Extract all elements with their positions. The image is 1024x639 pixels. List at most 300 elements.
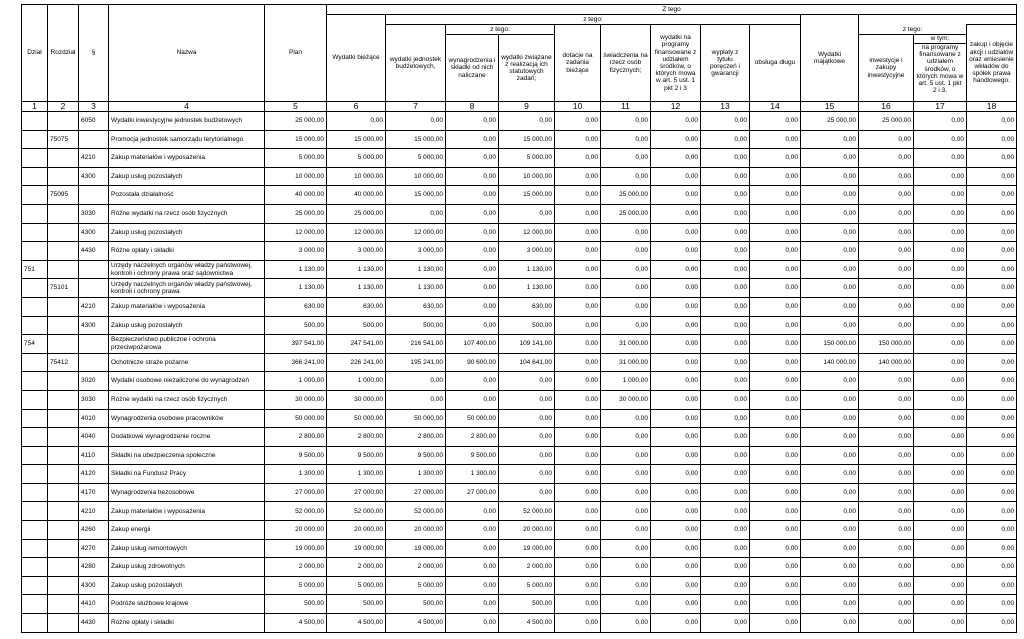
cell-value: 0,00: [386, 204, 446, 223]
cell-value: 1 130,00: [327, 260, 386, 279]
cell-value: 0,00: [651, 149, 701, 168]
table-row: [22, 614, 1017, 633]
cell-value: 1 130,00: [386, 260, 446, 279]
cell-dzial: [22, 242, 48, 261]
cell-value: 0,00: [446, 576, 499, 595]
cell-value: 0,00: [446, 279, 499, 298]
cell-value: 0,00: [701, 353, 750, 372]
cell-value: 0,00: [555, 186, 601, 205]
cell-value: 1 300,00: [265, 465, 327, 484]
cell-dzial: [22, 372, 48, 391]
cell-value: 5 000,00: [386, 149, 446, 168]
table-row: [22, 130, 1017, 149]
cell-nazwa: Zakup usług pozostałych: [109, 167, 265, 186]
cell-value: 0,00: [499, 112, 555, 131]
cell-value: 0,00: [914, 297, 967, 316]
table-row: [22, 465, 1017, 484]
cell-value: 0,00: [446, 242, 499, 261]
cell-value: 0,00: [801, 576, 859, 595]
cell-rozdzial: 75101: [48, 279, 79, 298]
cell-value: 0,00: [967, 483, 1017, 502]
cell-value: 0,00: [446, 167, 499, 186]
table-row: [22, 428, 1017, 447]
cell-value: 1 000,00: [327, 372, 386, 391]
cell-value: 15 000,00: [499, 130, 555, 149]
cell-value: 0,00: [446, 112, 499, 131]
cell-value: 0,00: [555, 502, 601, 521]
cell-value: 0,00: [446, 204, 499, 223]
cell-value: 0,00: [750, 595, 801, 614]
cell-value: 0,00: [446, 502, 499, 521]
cell-value: 0,00: [601, 576, 651, 595]
cell-value: 0,00: [386, 372, 446, 391]
cell-value: 0,00: [914, 539, 967, 558]
cell-value: 0,00: [446, 595, 499, 614]
header-wydatki-majatkowe: Wydatki majątkowe: [801, 15, 859, 102]
cell-value: 1 130,00: [265, 260, 327, 279]
cell-value: 0,00: [555, 409, 601, 428]
cell-value: 0,00: [601, 428, 651, 447]
table-row: [22, 539, 1017, 558]
cell-value: 0,00: [859, 614, 914, 633]
cell-value: 0,00: [801, 502, 859, 521]
cell-value: 0,00: [859, 186, 914, 205]
cell-value: 0,00: [967, 539, 1017, 558]
cell-value: 27 000,00: [327, 483, 386, 502]
table-row: [22, 521, 1017, 540]
cell-value: 0,00: [701, 614, 750, 633]
cell-value: 0,00: [601, 112, 651, 131]
cell-value: 1 130,00: [327, 279, 386, 298]
cell-value: 5 000,00: [386, 576, 446, 595]
cell-paragraf: 4300: [79, 223, 109, 242]
cell-value: 0,00: [555, 483, 601, 502]
cell-value: 1 000,00: [265, 372, 327, 391]
cell-value: 0,00: [967, 614, 1017, 633]
cell-value: 0,00: [555, 614, 601, 633]
cell-value: 0,00: [859, 297, 914, 316]
cell-value: 0,00: [701, 279, 750, 298]
cell-nazwa: Urzędy naczelnych organów władzy państwowej, kontroli i ochrony prawa oraz sądownictwa: [109, 260, 265, 279]
cell-value: 0,00: [914, 483, 967, 502]
cell-nazwa: Wynagrodzenia osobowe pracowników: [109, 409, 265, 428]
cell-value: 52 000,00: [386, 502, 446, 521]
cell-value: 0,00: [386, 390, 446, 409]
cell-nazwa: Składki na Fundusz Pracy: [109, 465, 265, 484]
cell-nazwa: Zakup usług zdrowotnych: [109, 558, 265, 577]
cell-paragraf: 3030: [79, 390, 109, 409]
column-number: 9: [499, 102, 555, 112]
cell-value: 40 000,00: [327, 186, 386, 205]
cell-value: 12 000,00: [327, 223, 386, 242]
cell-value: 0,00: [601, 558, 651, 577]
cell-value: 0,00: [701, 521, 750, 540]
cell-value: 3 000,00: [499, 242, 555, 261]
cell-value: 0,00: [601, 539, 651, 558]
cell-value: 0,00: [859, 409, 914, 428]
cell-value: 0,00: [386, 112, 446, 131]
cell-rozdzial: [48, 316, 79, 335]
cell-nazwa: Różne wydatki na rzecz osób fizycznych: [109, 204, 265, 223]
cell-paragraf: 3020: [79, 372, 109, 391]
header-obsluga: obsługa długu: [750, 25, 801, 102]
cell-value: 0,00: [967, 372, 1017, 391]
cell-value: 630,00: [265, 297, 327, 316]
cell-value: 0,00: [701, 595, 750, 614]
cell-value: 0,00: [967, 223, 1017, 242]
column-number: 7: [386, 102, 446, 112]
cell-nazwa: Pozostała działalność: [109, 186, 265, 205]
cell-value: 0,00: [651, 297, 701, 316]
cell-value: 19 000,00: [327, 539, 386, 558]
cell-value: 0,00: [651, 335, 701, 354]
cell-value: 0,00: [651, 204, 701, 223]
column-number: 3: [79, 102, 109, 112]
cell-value: 0,00: [555, 130, 601, 149]
cell-paragraf: 4430: [79, 614, 109, 633]
cell-value: 0,00: [499, 483, 555, 502]
cell-value: 0,00: [499, 204, 555, 223]
cell-value: 0,00: [801, 242, 859, 261]
cell-value: 0,00: [446, 558, 499, 577]
cell-value: 0,00: [446, 539, 499, 558]
cell-value: 0,00: [750, 186, 801, 205]
cell-value: 0,00: [601, 409, 651, 428]
cell-rozdzial: [48, 483, 79, 502]
cell-nazwa: Dodatkowe wynagrodzenie roczne: [109, 428, 265, 447]
cell-value: 0,00: [914, 149, 967, 168]
table-row: [22, 167, 1017, 186]
cell-value: 0,00: [859, 223, 914, 242]
cell-value: 1 130,00: [265, 279, 327, 298]
cell-paragraf: 4210: [79, 297, 109, 316]
cell-value: 0,00: [859, 372, 914, 391]
cell-value: 0,00: [801, 130, 859, 149]
cell-paragraf: 4280: [79, 558, 109, 577]
cell-value: 0,00: [651, 316, 701, 335]
cell-dzial: [22, 446, 48, 465]
cell-nazwa: Zakup materiałów i wyposażenia: [109, 502, 265, 521]
cell-value: 0,00: [701, 428, 750, 447]
cell-value: 12 000,00: [265, 223, 327, 242]
table-row: [22, 335, 1017, 354]
cell-value: 0,00: [701, 576, 750, 595]
cell-value: 0,00: [750, 167, 801, 186]
column-number: 11: [601, 102, 651, 112]
table-row: [22, 316, 1017, 335]
cell-value: 0,00: [750, 465, 801, 484]
cell-value: 0,00: [914, 130, 967, 149]
cell-rozdzial: 75095: [48, 186, 79, 205]
cell-value: 0,00: [651, 539, 701, 558]
budget-table-container: [21, 4, 1016, 633]
header-nazwa: Nazwa: [109, 5, 265, 102]
cell-dzial: [22, 130, 48, 149]
cell-value: 0,00: [446, 316, 499, 335]
cell-value: 0,00: [651, 260, 701, 279]
cell-value: 4 500,00: [265, 614, 327, 633]
cell-value: 500,00: [327, 316, 386, 335]
cell-value: 0,00: [701, 372, 750, 391]
cell-value: 0,00: [651, 223, 701, 242]
cell-rozdzial: [48, 242, 79, 261]
cell-value: 27 000,00: [386, 483, 446, 502]
cell-value: 27 000,00: [265, 483, 327, 502]
cell-value: 15 000,00: [386, 186, 446, 205]
cell-dzial: 751: [22, 260, 48, 279]
cell-value: 0,00: [651, 502, 701, 521]
cell-value: 0,00: [701, 483, 750, 502]
cell-value: 500,00: [499, 595, 555, 614]
cell-value: 0,00: [601, 595, 651, 614]
cell-value: 10 000,00: [386, 167, 446, 186]
cell-value: 0,00: [651, 112, 701, 131]
cell-dzial: [22, 112, 48, 131]
cell-value: 0,00: [499, 446, 555, 465]
cell-value: 104 641,00: [499, 353, 555, 372]
cell-value: 1 130,00: [386, 279, 446, 298]
cell-value: 0,00: [651, 558, 701, 577]
cell-value: 0,00: [801, 428, 859, 447]
cell-nazwa: Ochotnicze straże pożarne: [109, 353, 265, 372]
cell-value: 109 141,00: [499, 335, 555, 354]
cell-value: 0,00: [967, 428, 1017, 447]
table-row: [22, 483, 1017, 502]
cell-value: 0,00: [701, 223, 750, 242]
cell-value: 0,00: [914, 279, 967, 298]
cell-value: 25 000,00: [601, 186, 651, 205]
cell-value: 0,00: [750, 390, 801, 409]
cell-value: 0,00: [601, 614, 651, 633]
cell-value: 0,00: [914, 446, 967, 465]
cell-nazwa: Podróże służbowe krajowe: [109, 595, 265, 614]
cell-nazwa: Różne opłaty i składki: [109, 614, 265, 633]
cell-dzial: [22, 297, 48, 316]
cell-value: 2 800,00: [265, 428, 327, 447]
cell-value: 0,00: [601, 149, 651, 168]
cell-value: 0,00: [967, 576, 1017, 595]
cell-value: 20 000,00: [327, 521, 386, 540]
cell-nazwa: Zakup usług pozostałych: [109, 223, 265, 242]
cell-value: 40 000,00: [265, 186, 327, 205]
cell-paragraf: [79, 279, 109, 298]
cell-value: 0,00: [859, 149, 914, 168]
cell-value: 0,00: [651, 409, 701, 428]
cell-value: 0,00: [914, 372, 967, 391]
cell-value: 0,00: [701, 335, 750, 354]
cell-value: 9 500,00: [446, 446, 499, 465]
cell-value: 0,00: [859, 595, 914, 614]
cell-value: 0,00: [750, 112, 801, 131]
cell-value: 52 000,00: [265, 502, 327, 521]
table-row: [22, 186, 1017, 205]
cell-dzial: [22, 316, 48, 335]
cell-value: 0,00: [446, 614, 499, 633]
cell-paragraf: [79, 335, 109, 354]
cell-paragraf: 4300: [79, 167, 109, 186]
cell-dzial: [22, 353, 48, 372]
cell-value: 0,00: [801, 521, 859, 540]
cell-value: 12 000,00: [386, 223, 446, 242]
header-wyplaty: wypłaty z tytułu poręczeń i gwarancji: [701, 25, 750, 102]
cell-value: 0,00: [967, 242, 1017, 261]
cell-value: 0,00: [750, 242, 801, 261]
cell-value: 0,00: [750, 483, 801, 502]
header-na-programy: na programy finansowane z udziałem środków, o których mowa w art. 5 ust. 1 pkt 2 i 3,: [916, 44, 964, 95]
cell-value: 19 000,00: [265, 539, 327, 558]
cell-value: 15 000,00: [386, 130, 446, 149]
cell-nazwa: Wynagrodzenia bezosobowe: [109, 483, 265, 502]
cell-value: 0,00: [555, 353, 601, 372]
cell-value: 5 000,00: [265, 576, 327, 595]
cell-value: 30 000,00: [265, 390, 327, 409]
cell-paragraf: 4210: [79, 149, 109, 168]
header-swiadczenia: świadczenia na rzecz osób fizycznych;: [601, 25, 651, 102]
cell-value: 0,00: [801, 595, 859, 614]
cell-value: 0,00: [555, 335, 601, 354]
cell-value: 0,00: [499, 409, 555, 428]
cell-value: 10 000,00: [265, 167, 327, 186]
header-dzial: Dział: [22, 5, 48, 102]
cell-value: 0,00: [801, 483, 859, 502]
cell-nazwa: Promocja jednostek samorządu terytorialnego: [109, 130, 265, 149]
cell-rozdzial: [48, 223, 79, 242]
cell-rozdzial: [48, 297, 79, 316]
cell-value: 0,00: [801, 167, 859, 186]
cell-value: 50 000,00: [386, 409, 446, 428]
cell-value: 30 000,00: [601, 390, 651, 409]
cell-dzial: [22, 576, 48, 595]
cell-value: 0,00: [651, 521, 701, 540]
cell-value: 0,00: [914, 242, 967, 261]
cell-value: 0,00: [914, 428, 967, 447]
cell-value: 9 500,00: [265, 446, 327, 465]
cell-value: 0,00: [750, 204, 801, 223]
column-number: 8: [446, 102, 499, 112]
cell-value: 0,00: [750, 223, 801, 242]
cell-value: 0,00: [701, 242, 750, 261]
cell-dzial: [22, 186, 48, 205]
cell-value: 0,00: [750, 558, 801, 577]
cell-value: 0,00: [801, 539, 859, 558]
cell-value: 0,00: [967, 353, 1017, 372]
cell-value: 0,00: [601, 130, 651, 149]
cell-nazwa: Różne wydatki na rzecz osób fizycznych: [109, 390, 265, 409]
cell-rozdzial: [48, 167, 79, 186]
cell-value: 0,00: [967, 279, 1017, 298]
cell-value: 9 500,00: [386, 446, 446, 465]
cell-value: 0,00: [859, 428, 914, 447]
cell-value: 0,00: [801, 614, 859, 633]
cell-paragraf: 4110: [79, 446, 109, 465]
cell-value: 0,00: [914, 353, 967, 372]
cell-rozdzial: 75412: [48, 353, 79, 372]
column-number: 14: [750, 102, 801, 112]
cell-value: 0,00: [967, 390, 1017, 409]
cell-value: 0,00: [801, 558, 859, 577]
cell-dzial: [22, 149, 48, 168]
cell-rozdzial: [48, 204, 79, 223]
cell-value: 0,00: [701, 409, 750, 428]
cell-value: 0,00: [750, 260, 801, 279]
cell-value: 52 000,00: [327, 502, 386, 521]
cell-value: 0,00: [555, 167, 601, 186]
cell-value: 50 000,00: [446, 409, 499, 428]
budget-table-body: [22, 112, 1017, 633]
table-row: [22, 242, 1017, 261]
cell-value: 0,00: [651, 446, 701, 465]
header-z-tego-inwestycje: z tego:: [859, 25, 967, 35]
cell-rozdzial: [48, 576, 79, 595]
cell-value: 0,00: [750, 372, 801, 391]
cell-value: 0,00: [859, 242, 914, 261]
cell-value: 0,00: [914, 335, 967, 354]
header-wynagrodzenia: wynagrodzenia i składki od nich naliczane: [446, 35, 499, 102]
cell-value: 0,00: [701, 316, 750, 335]
header-w-tym-cell: [914, 35, 967, 102]
cell-value: 0,00: [967, 186, 1017, 205]
cell-value: 0,00: [446, 260, 499, 279]
header-wydatki-biezace: Wydatki bieżące: [327, 15, 386, 102]
cell-value: 0,00: [555, 595, 601, 614]
cell-value: 0,00: [967, 446, 1017, 465]
cell-value: 12 000,00: [499, 223, 555, 242]
column-number: 17: [914, 102, 967, 112]
cell-value: 0,00: [651, 242, 701, 261]
column-number: 18: [967, 102, 1017, 112]
table-row: [22, 372, 1017, 391]
cell-value: 2 000,00: [327, 558, 386, 577]
cell-value: 0,00: [914, 204, 967, 223]
cell-value: 0,00: [914, 223, 967, 242]
cell-value: 0,00: [967, 409, 1017, 428]
cell-value: 0,00: [967, 558, 1017, 577]
cell-paragraf: 4260: [79, 521, 109, 540]
cell-value: 20 000,00: [265, 521, 327, 540]
cell-rozdzial: [48, 539, 79, 558]
column-numbers-row: [22, 102, 1017, 112]
cell-value: 0,00: [651, 428, 701, 447]
cell-value: 0,00: [555, 558, 601, 577]
table-row: [22, 409, 1017, 428]
column-number: 6: [327, 102, 386, 112]
cell-value: 0,00: [914, 521, 967, 540]
cell-value: 0,00: [601, 260, 651, 279]
cell-value: 5 000,00: [499, 576, 555, 595]
cell-paragraf: 4120: [79, 465, 109, 484]
cell-value: 0,00: [914, 390, 967, 409]
cell-value: 15 000,00: [499, 186, 555, 205]
cell-nazwa: Urzędy naczelnych organów władzy państwowej, kontroli i ochrony prawa: [109, 279, 265, 298]
cell-value: 0,00: [801, 223, 859, 242]
header-wydatki-programy: wydatki na programy finansowane z udziałem środków, o których mowa w art. 5 ust. 1 pkt 2 i 3: [651, 25, 701, 102]
cell-value: 15 000,00: [265, 130, 327, 149]
cell-value: 20 000,00: [386, 521, 446, 540]
cell-value: 0,00: [701, 186, 750, 205]
cell-value: 0,00: [801, 465, 859, 484]
cell-value: 500,00: [386, 595, 446, 614]
cell-value: 5 000,00: [499, 149, 555, 168]
cell-value: 0,00: [967, 297, 1017, 316]
cell-value: 0,00: [967, 521, 1017, 540]
cell-value: 0,00: [601, 465, 651, 484]
cell-value: 0,00: [601, 521, 651, 540]
cell-value: 140 000,00: [859, 353, 914, 372]
cell-paragraf: 4410: [79, 595, 109, 614]
header-zakup-akcji: zakup i objęcie akcji i udziałów oraz wniesienie wkładów do spółek prawa handlowego.: [967, 25, 1017, 102]
cell-value: 0,00: [446, 297, 499, 316]
cell-value: 500,00: [386, 316, 446, 335]
